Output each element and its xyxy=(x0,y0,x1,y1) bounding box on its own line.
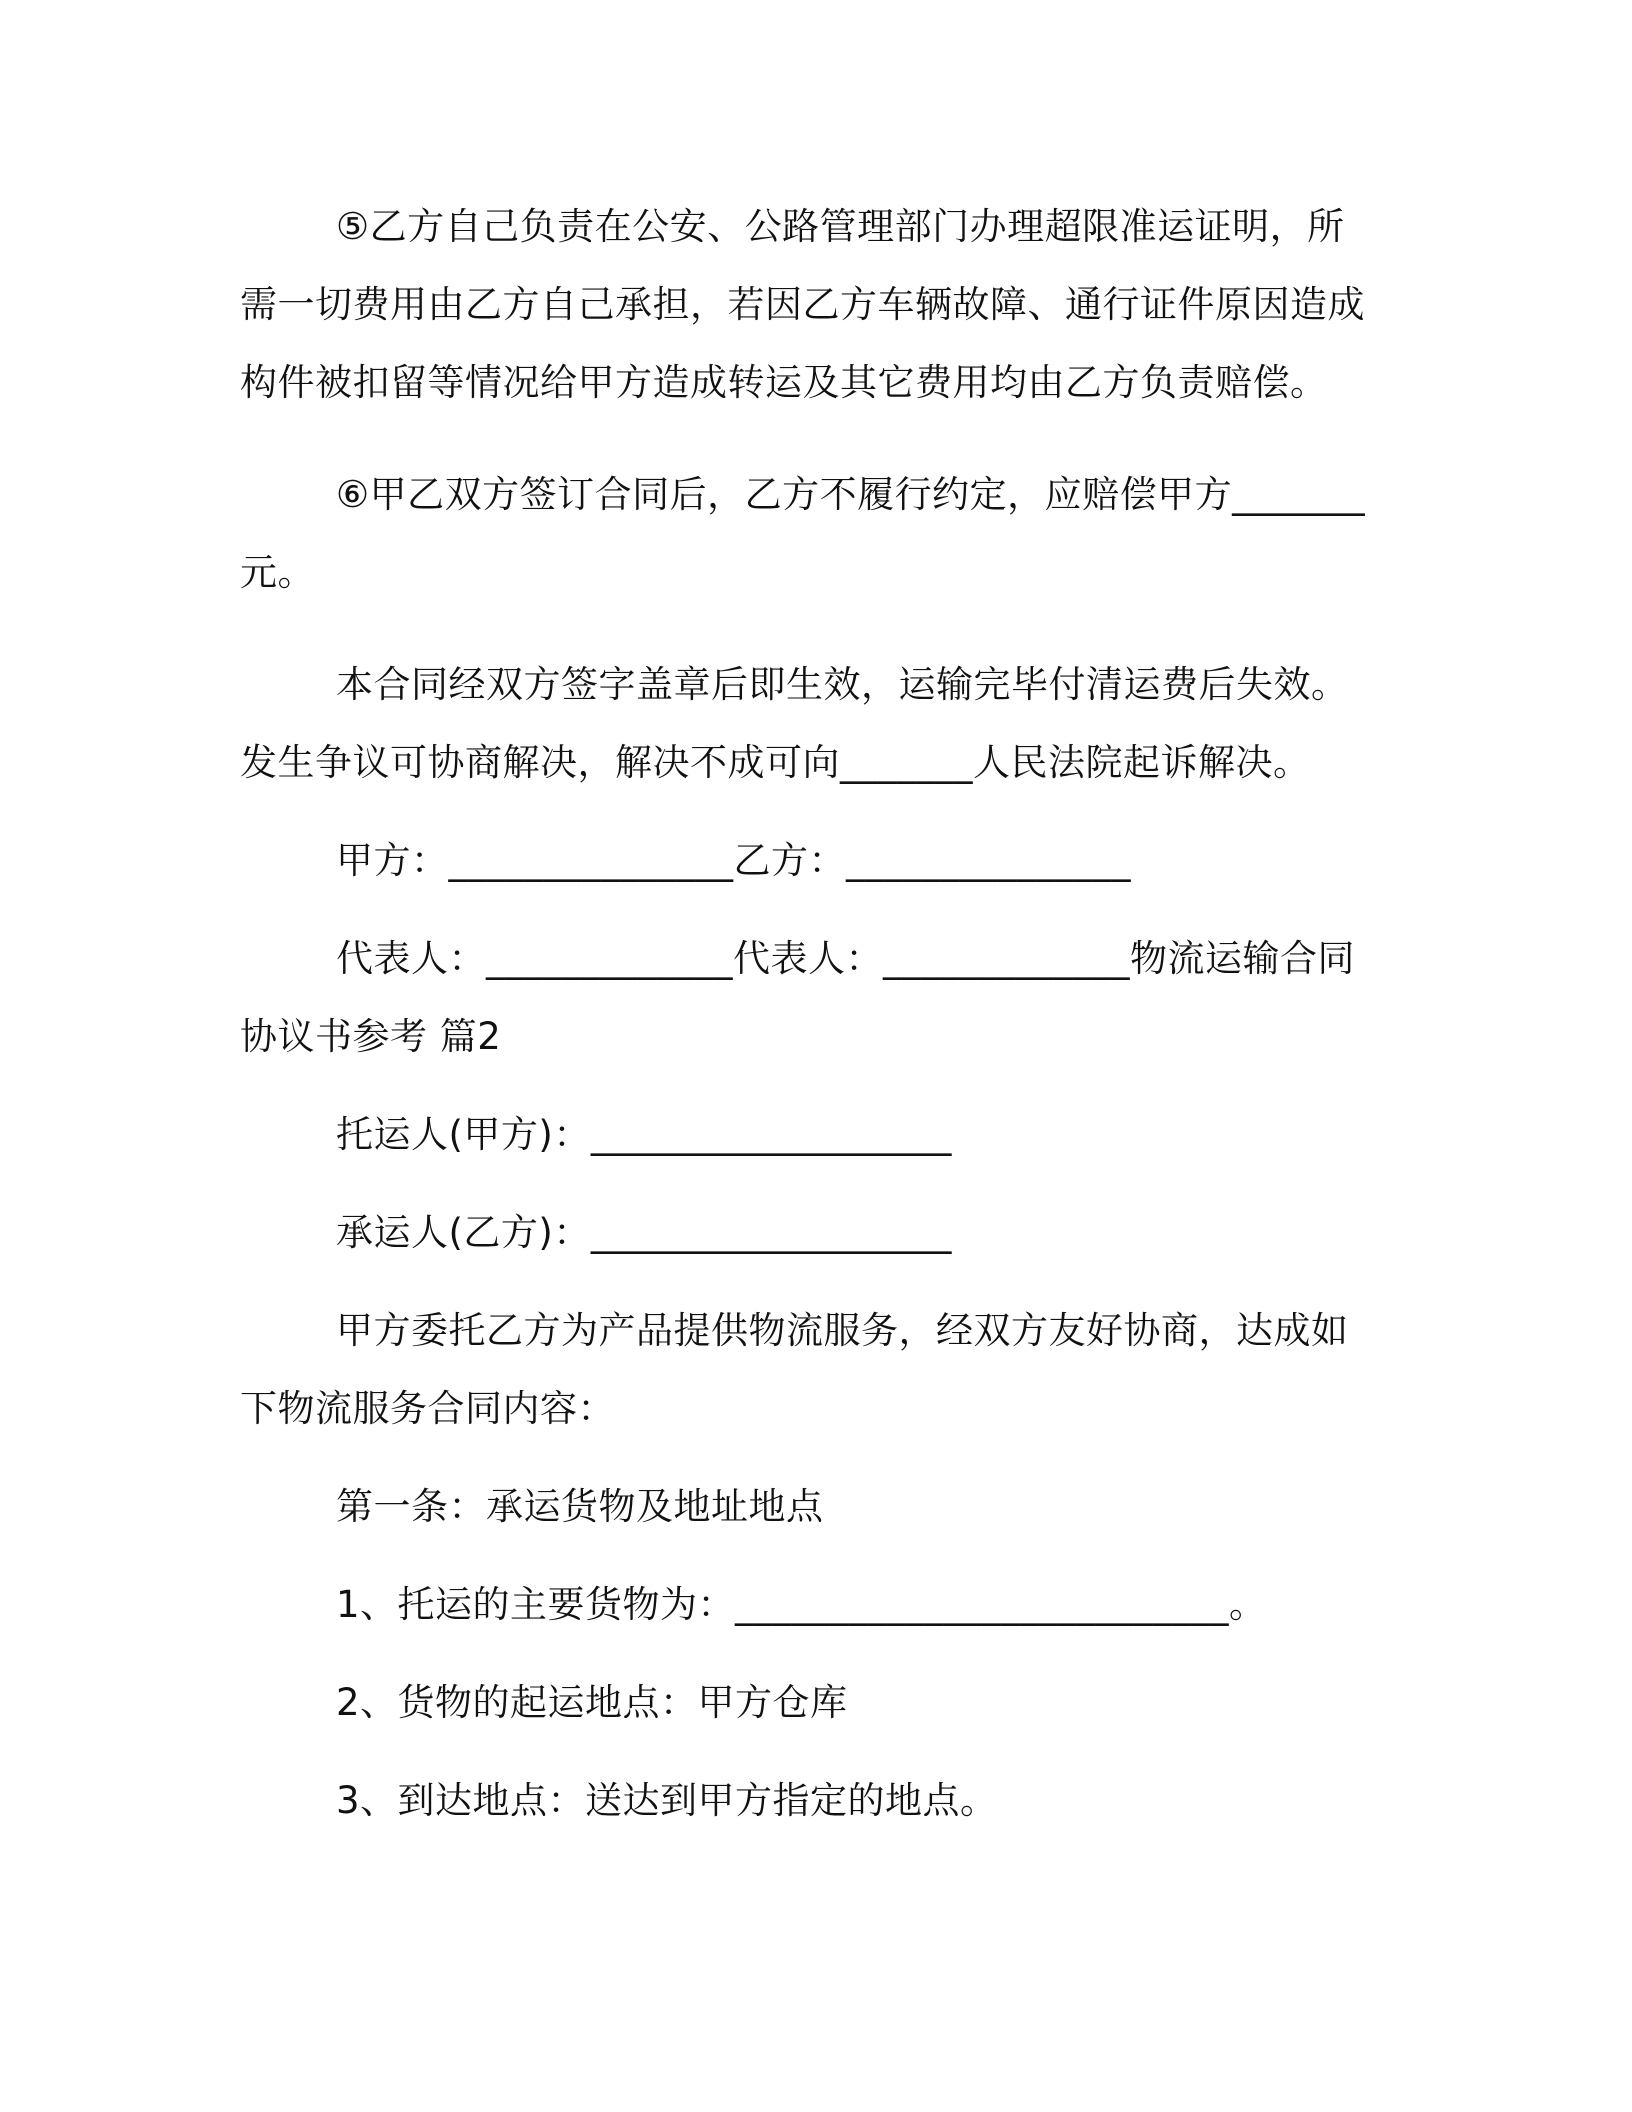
representative-line-and-heading: 代表人：_____________代表人：_____________物流运输合同协议书参考 篇2 xyxy=(240,937,1355,1058)
item-3-destination: 3、到达地点：送达到甲方指定的地点。 xyxy=(336,1779,998,1822)
article-1-heading: 第一条：承运货物及地址地点 xyxy=(336,1485,824,1528)
document-body xyxy=(240,188,1376,1840)
clause-5-paragraph: ⑤乙方自己负责在公安、公路管理部门办理超限准运证明，所需一切费用由乙方自己承担，若因乙方车辆故障、通行证件原因造成构件被扣留等情况给甲方造成转运及其它费用均由乙方负责赔偿。 xyxy=(240,205,1365,404)
shipper-line: 托运人(甲方)：___________________ xyxy=(336,1113,952,1156)
party-signature-line: 甲方：_______________乙方：_______________ xyxy=(336,839,1131,882)
effectiveness-paragraph: 本合同经双方签字盖章后即生效，运输完毕付清运费后失效。发生争议可协商解决，解决不成可向_______人民法院起诉解决。 xyxy=(240,663,1349,784)
intro-paragraph: 甲方委托乙方为产品提供物流服务，经双方友好协商，达成如下物流服务合同内容： xyxy=(240,1309,1349,1430)
carrier-line: 承运人(乙方)：___________________ xyxy=(336,1211,952,1254)
item-1-goods: 1、托运的主要货物为：__________________________。 xyxy=(336,1583,1267,1626)
item-2-origin: 2、货物的起运地点：甲方仓库 xyxy=(336,1681,848,1724)
clause-6-paragraph: ⑥甲乙双方签订合同后，乙方不履行约定，应赔偿甲方_______元。 xyxy=(240,473,1366,594)
